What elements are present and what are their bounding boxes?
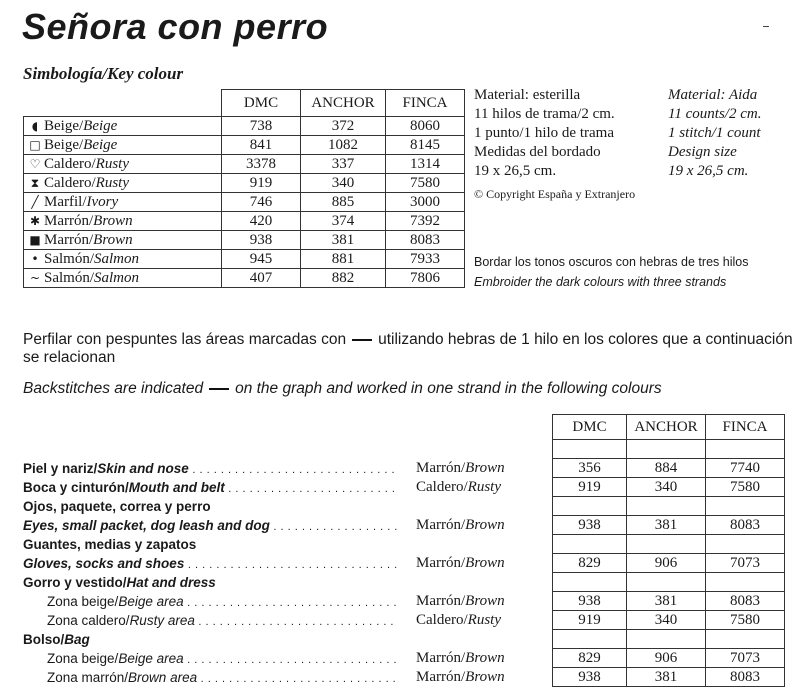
colour-en: Brown <box>465 517 505 533</box>
material-es <box>474 86 615 181</box>
backstitch-table-row <box>553 668 785 687</box>
backstitch-area-label <box>23 668 398 687</box>
backstitch-label-row <box>23 592 548 611</box>
anchor-code: 340 <box>627 478 706 497</box>
strands-note-en: Embroider the dark colours with three strands <box>474 275 727 289</box>
dmc-code: 938 <box>222 231 301 250</box>
colour-en: Rusty <box>467 612 501 628</box>
colour-name-en: Brown <box>93 213 133 229</box>
key-table-row <box>24 155 465 174</box>
colour-name-en: Rusty <box>95 156 129 172</box>
material-es-line: 11 hilos de trama/2 cm. <box>474 106 615 122</box>
key-colour-name <box>24 250 222 269</box>
area-label-en: Brown area <box>128 670 198 685</box>
material-es-line: Material: esterilla <box>474 87 581 103</box>
colour-name-en: Ivory <box>86 194 119 210</box>
backstitch-text-a: Backstitches are indicated <box>23 380 204 397</box>
colour-en: Brown <box>465 555 505 571</box>
area-label-es: Bolso/ <box>23 632 65 647</box>
key-header-blank <box>24 90 222 117</box>
backstitch-colour <box>416 554 505 573</box>
half-circle-icon: ◖ <box>31 119 39 133</box>
perfilar-text-a: Perfilar con pespuntes las áreas marcadas con <box>23 331 347 348</box>
finca-code: 8083 <box>706 516 785 535</box>
backstitch-text-b: on the graph and worked in one strand in the following colours <box>235 380 662 397</box>
key-colour-name <box>24 231 222 250</box>
colour-name-en: Salmon <box>94 251 140 267</box>
finca-code: 8060 <box>386 117 465 136</box>
colour-es: Marrón/ <box>416 593 466 609</box>
anchor-code: 381 <box>627 592 706 611</box>
area-label-en: Eyes, small packet, dog leash and dog <box>23 518 270 533</box>
backstitch-area-label <box>23 497 548 516</box>
dmc-code <box>553 535 627 554</box>
area-label-es: Guantes, medias y zapatos <box>23 537 197 552</box>
back-header-anchor: ANCHOR <box>627 415 706 440</box>
anchor-code: 372 <box>301 117 386 136</box>
backstitch-area-label <box>23 478 398 497</box>
finca-code: 7740 <box>706 459 785 478</box>
colour-es: Marrón/ <box>416 460 466 476</box>
backstitch-table-row <box>553 535 785 554</box>
dmc-code: 356 <box>553 459 627 478</box>
backstitch-area-label <box>23 573 548 592</box>
area-label-en: Beige area <box>118 651 184 666</box>
finca-code <box>706 497 785 516</box>
area-label-es: Zona beige/ <box>47 594 119 609</box>
finca-code: 7580 <box>386 174 465 193</box>
key-table-row <box>24 250 465 269</box>
backstitch-area-label <box>23 535 548 554</box>
material-en-line: Design size <box>668 144 737 160</box>
anchor-code: 337 <box>301 155 386 174</box>
colour-name-es: Salmón/ <box>44 270 95 286</box>
dmc-code: 841 <box>222 136 301 155</box>
colour-es: Marrón/ <box>416 650 466 666</box>
colour-en: Rusty <box>467 479 501 495</box>
anchor-code: 340 <box>627 611 706 630</box>
material-es-line: 1 punto/1 hilo de trama <box>474 125 614 141</box>
dmc-code <box>553 573 627 592</box>
key-table-row <box>24 193 465 212</box>
backstitch-table <box>552 414 785 687</box>
anchor-code <box>627 497 706 516</box>
colour-es: Marrón/ <box>416 669 466 685</box>
dmc-code: 829 <box>553 649 627 668</box>
backstitch-labels <box>23 459 548 687</box>
backstitch-label-row <box>23 668 548 687</box>
backstitch-table-row <box>553 573 785 592</box>
backstitch-colour <box>416 611 501 630</box>
key-colour-name <box>24 193 222 212</box>
backstitch-label-row <box>23 630 548 649</box>
area-label-en: Gloves, socks and shoes <box>23 556 185 571</box>
backstitch-label-row <box>23 516 548 535</box>
dmc-code: 919 <box>553 478 627 497</box>
backstitch-area-label <box>23 649 398 668</box>
colour-name-es: Caldero/ <box>44 156 96 172</box>
colour-name-en: Rusty <box>95 175 129 191</box>
finca-code: 8145 <box>386 136 465 155</box>
backstitch-area-label <box>23 516 398 535</box>
finca-code <box>706 535 785 554</box>
finca-code <box>706 630 785 649</box>
colour-en: Brown <box>465 669 505 685</box>
colour-name-es: Marrón/ <box>44 213 94 229</box>
dmc-code: 829 <box>553 554 627 573</box>
colour-name-es: Marfil/ <box>44 194 87 210</box>
dmc-code: 420 <box>222 212 301 231</box>
key-colour-table <box>23 89 465 288</box>
colour-en: Brown <box>465 650 505 666</box>
key-colour-name <box>24 212 222 231</box>
copyright-text: © Copyright España y Extranjero <box>474 187 636 201</box>
key-table-row <box>24 269 465 288</box>
colour-name-es: Salmón/ <box>44 251 95 267</box>
key-table-header <box>24 90 465 117</box>
area-label-en: Bag <box>64 632 90 647</box>
anchor-code: 882 <box>301 269 386 288</box>
colour-name-es: Beige/ <box>44 137 84 153</box>
anchor-code: 906 <box>627 554 706 573</box>
perfilar-text-b: utilizando hebras de 1 hilo en los colores que a continuación se relacionan <box>23 331 793 366</box>
backstitch-table-row <box>553 554 785 573</box>
key-colour-name <box>24 269 222 288</box>
colour-name-en: Beige <box>83 137 118 153</box>
anchor-code: 906 <box>627 649 706 668</box>
backstitch-label-row <box>23 554 548 573</box>
material-es-line: 19 x 26,5 cm. <box>474 163 557 179</box>
colour-name-es: Caldero/ <box>44 175 96 191</box>
key-table-row <box>24 174 465 193</box>
area-label-en: Hat and dress <box>126 575 216 590</box>
key-header-finca: FINCA <box>386 90 465 117</box>
backstitch-table-row <box>553 649 785 668</box>
backstitch-table-row <box>553 478 785 497</box>
backstitch-table-row <box>553 592 785 611</box>
dmc-code: 738 <box>222 117 301 136</box>
backstitch-line-icon <box>352 339 372 341</box>
corner-mark <box>763 26 769 27</box>
anchor-code: 881 <box>301 250 386 269</box>
key-table-row <box>24 136 465 155</box>
material-es-line: Medidas del bordado <box>474 144 601 160</box>
finca-code: 7073 <box>706 554 785 573</box>
colour-name-en: Beige <box>83 118 118 134</box>
backstitch-table-row <box>553 497 785 516</box>
finca-code: 1314 <box>386 155 465 174</box>
anchor-code: 885 <box>301 193 386 212</box>
finca-code: 8083 <box>706 592 785 611</box>
backstitch-colour <box>416 478 501 497</box>
finca-code: 8083 <box>706 668 785 687</box>
backstitch-area-label <box>23 459 398 478</box>
area-label-es: Piel y nariz/ <box>23 461 98 476</box>
backstitch-table-row <box>553 516 785 535</box>
backstitch-instructions-es <box>23 331 793 367</box>
area-label-es: Boca y cinturón/ <box>23 480 129 495</box>
backstitch-colour <box>416 668 505 687</box>
finca-code: 7580 <box>706 611 785 630</box>
key-colour-name <box>24 155 222 174</box>
material-en-line: 1 stitch/1 count <box>668 125 761 141</box>
backstitch-table-row <box>553 611 785 630</box>
finca-code: 7933 <box>386 250 465 269</box>
backstitch-area-label <box>23 554 398 573</box>
backstitch-table-row <box>553 459 785 478</box>
material-en-line: 19 x 26,5 cm. <box>668 163 749 179</box>
finca-code <box>706 573 785 592</box>
dmc-code: 3378 <box>222 155 301 174</box>
dmc-code: 938 <box>553 592 627 611</box>
key-table-row <box>24 231 465 250</box>
dot-icon: • <box>31 252 39 266</box>
hourglass-icon: ⧗ <box>30 176 40 190</box>
backstitch-label-row <box>23 497 548 516</box>
dmc-code: 938 <box>553 668 627 687</box>
asterisk-icon: ✱ <box>29 214 41 228</box>
backstitch-table-spacer <box>553 440 785 459</box>
backstitch-label-row <box>23 535 548 554</box>
colour-es: Marrón/ <box>416 517 466 533</box>
anchor-code: 884 <box>627 459 706 478</box>
backstitch-table-row <box>553 630 785 649</box>
area-label-en: Rusty area <box>129 613 195 628</box>
colour-es: Caldero/ <box>416 479 468 495</box>
finca-code: 7580 <box>706 478 785 497</box>
finca-code: 7806 <box>386 269 465 288</box>
dmc-code: 746 <box>222 193 301 212</box>
area-label-en: Beige area <box>118 594 184 609</box>
slash-icon: ╱ <box>31 195 39 209</box>
finca-code: 8083 <box>386 231 465 250</box>
material-en-line: 11 counts/2 cm. <box>668 106 762 122</box>
area-label-es: Zona caldero/ <box>47 613 130 628</box>
backstitch-label-row <box>23 573 548 592</box>
dmc-code: 919 <box>553 611 627 630</box>
backstitch-label-row <box>23 611 548 630</box>
colour-name-es: Beige/ <box>44 118 84 134</box>
dmc-code: 938 <box>553 516 627 535</box>
dmc-code <box>553 497 627 516</box>
backstitch-area-label <box>23 592 398 611</box>
backstitch-label-row <box>23 459 548 478</box>
dmc-code <box>553 630 627 649</box>
anchor-code: 1082 <box>301 136 386 155</box>
strands-note <box>474 252 748 292</box>
backstitch-colour <box>416 592 505 611</box>
filled-square-icon: ■ <box>29 233 41 247</box>
backstitch-label-row <box>23 478 548 497</box>
back-header-dmc: DMC <box>553 415 627 440</box>
key-header-anchor: ANCHOR <box>301 90 386 117</box>
backstitch-table-header <box>553 415 785 440</box>
key-table-row <box>24 117 465 136</box>
key-colour-name <box>24 136 222 155</box>
key-header-dmc: DMC <box>222 90 301 117</box>
colour-es: Caldero/ <box>416 612 468 628</box>
backstitch-colour <box>416 459 505 478</box>
finca-code: 7392 <box>386 212 465 231</box>
dmc-code: 919 <box>222 174 301 193</box>
anchor-code <box>627 630 706 649</box>
backstitch-label-row <box>23 649 548 668</box>
anchor-code: 374 <box>301 212 386 231</box>
colour-en: Brown <box>465 460 505 476</box>
dmc-code: 407 <box>222 269 301 288</box>
anchor-code <box>627 573 706 592</box>
area-label-en: Mouth and belt <box>128 480 225 495</box>
key-table-row <box>24 212 465 231</box>
strands-note-es: Bordar los tonos oscuros con hebras de tres hilos <box>474 255 749 269</box>
anchor-code: 381 <box>627 516 706 535</box>
anchor-code <box>627 535 706 554</box>
material-en-line: Material: Aida <box>668 87 758 103</box>
key-colour-heading: Simbología/Key colour <box>23 64 184 83</box>
area-label-es: Zona marrón/ <box>47 670 129 685</box>
backstitch-colour <box>416 516 505 535</box>
page-title: Señora con perro <box>22 6 329 47</box>
area-label-es: Ojos, paquete, correa y perro <box>23 499 211 514</box>
backstitch-area-label <box>23 630 548 649</box>
anchor-code: 381 <box>627 668 706 687</box>
back-header-finca: FINCA <box>706 415 785 440</box>
square-icon: □ <box>29 138 41 152</box>
backstitch-colour <box>416 649 505 668</box>
backstitch-line-icon <box>209 388 229 390</box>
backstitch-area-label <box>23 611 398 630</box>
colour-name-en: Brown <box>93 232 133 248</box>
key-colour-name <box>24 174 222 193</box>
colour-es: Marrón/ <box>416 555 466 571</box>
colour-en: Brown <box>465 593 505 609</box>
backstitch-instructions-en <box>23 380 662 398</box>
dmc-code: 945 <box>222 250 301 269</box>
area-label-es: Zona beige/ <box>47 651 119 666</box>
finca-code: 7073 <box>706 649 785 668</box>
material-en <box>668 86 761 181</box>
key-colour-name <box>24 117 222 136</box>
anchor-code: 340 <box>301 174 386 193</box>
anchor-code: 381 <box>301 231 386 250</box>
colour-name-es: Marrón/ <box>44 232 94 248</box>
heart-icon: ♡ <box>29 157 41 171</box>
colour-name-en: Salmon <box>94 270 140 286</box>
finca-code: 3000 <box>386 193 465 212</box>
area-label-en: Skin and nose <box>97 461 189 476</box>
tilde-icon: ~ <box>29 271 41 285</box>
area-label-es: Gorro y vestido/ <box>23 575 127 590</box>
